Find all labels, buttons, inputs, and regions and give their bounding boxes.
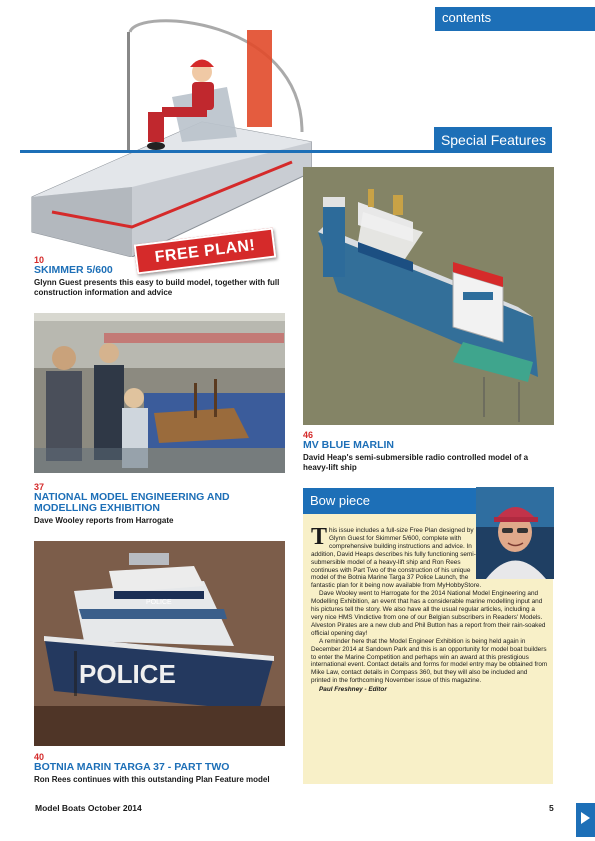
article-title[interactable]: BOTNIA MARIN TARGA 37 - PART TWO xyxy=(34,761,230,773)
article-exhibition[interactable] xyxy=(34,482,289,526)
bow-piece-heading: Bow piece xyxy=(310,493,370,508)
free-plan-badge: FREE PLAN! xyxy=(134,228,277,275)
bow-piece-text xyxy=(311,524,548,694)
article-description: David Heap's semi-submersible radio controlled model of a heavy-lift ship xyxy=(303,453,529,472)
article-description: Dave Wooley reports from Harrogate xyxy=(34,516,174,525)
bow-paragraph: Dave Wooley went to Harrogate for the 2014 National Model Engineering and Modelling Exhibition, an event that has a considerable marine modelling input and his pictures tell the story. We also have all the usual regular articles, including a very nice HMS Vindictive from one of our Belgian subscribers in Readers' Models. Alveston Pirates are a new club and Phil Button has a report from their rain-soaked official opening day! xyxy=(311,590,546,637)
editor-signature: Paul Freshney - Editor xyxy=(319,686,387,694)
article-page-number: 37 xyxy=(34,482,45,492)
special-features-band xyxy=(20,127,552,153)
article-title[interactable]: SKIMMER 5/600 xyxy=(34,264,113,276)
article-title[interactable]: MV BLUE MARLIN xyxy=(303,439,394,451)
article-blue-marlin[interactable] xyxy=(303,430,555,473)
bow-paragraph: his issue includes a full-size Free Plan designed by Glynn Guest for Skimmer 5/600, complete with comprehensive building instructions and advice. In addition, David Heaps describes his fully functioning semi-submersible model of a heavy-lift ship and Ron Rees continues with Part Two of the construction of his unique model of the Botnia Marine Targa 37 Police Launch, the fantastic plan for it being now available from MyHobbyStore. xyxy=(311,527,482,590)
botnia-police-launch-photo xyxy=(34,541,285,746)
special-features-label: Special Features xyxy=(434,127,552,153)
article-page-number: 10 xyxy=(34,255,45,265)
next-page-arrow-icon[interactable] xyxy=(576,803,595,837)
article-botnia[interactable] xyxy=(34,752,299,785)
article-page-number: 40 xyxy=(34,752,45,762)
exhibition-photo xyxy=(34,313,285,473)
section-tab-contents: contents xyxy=(435,7,595,31)
article-page-number: 46 xyxy=(303,430,314,440)
article-skimmer[interactable] xyxy=(34,255,294,298)
footer-publication: Model Boats October 2014 xyxy=(35,803,142,813)
police-cabin-lettering: POLICE xyxy=(146,599,172,606)
bow-paragraph: A reminder here that the Model Engineer Exhibition is being held again in December 2014 at Sandown Park and this is an opportunity for model boat builders to enter the Marine Competition and perhaps win an award at this prestigious international event. Contact details and forms for model entry may be obtained from Mike Law, contact details in Compass 360, but they will also be included and printed in the forthcoming November issue of this magazine. xyxy=(311,637,548,685)
footer-page-number: 5 xyxy=(549,803,554,813)
article-title[interactable]: NATIONAL MODEL ENGINEERING AND MODELLING EXHIBITION xyxy=(34,491,230,514)
article-description: Glynn Guest presents this easy to build model, together with full construction information and advice xyxy=(34,278,280,297)
article-description: Ron Rees continues with this outstanding Plan Feature model xyxy=(34,775,270,784)
police-hull-lettering: POLICE xyxy=(79,659,176,689)
blue-marlin-photo xyxy=(303,167,554,425)
bow-piece-dropcap: T xyxy=(311,524,328,550)
